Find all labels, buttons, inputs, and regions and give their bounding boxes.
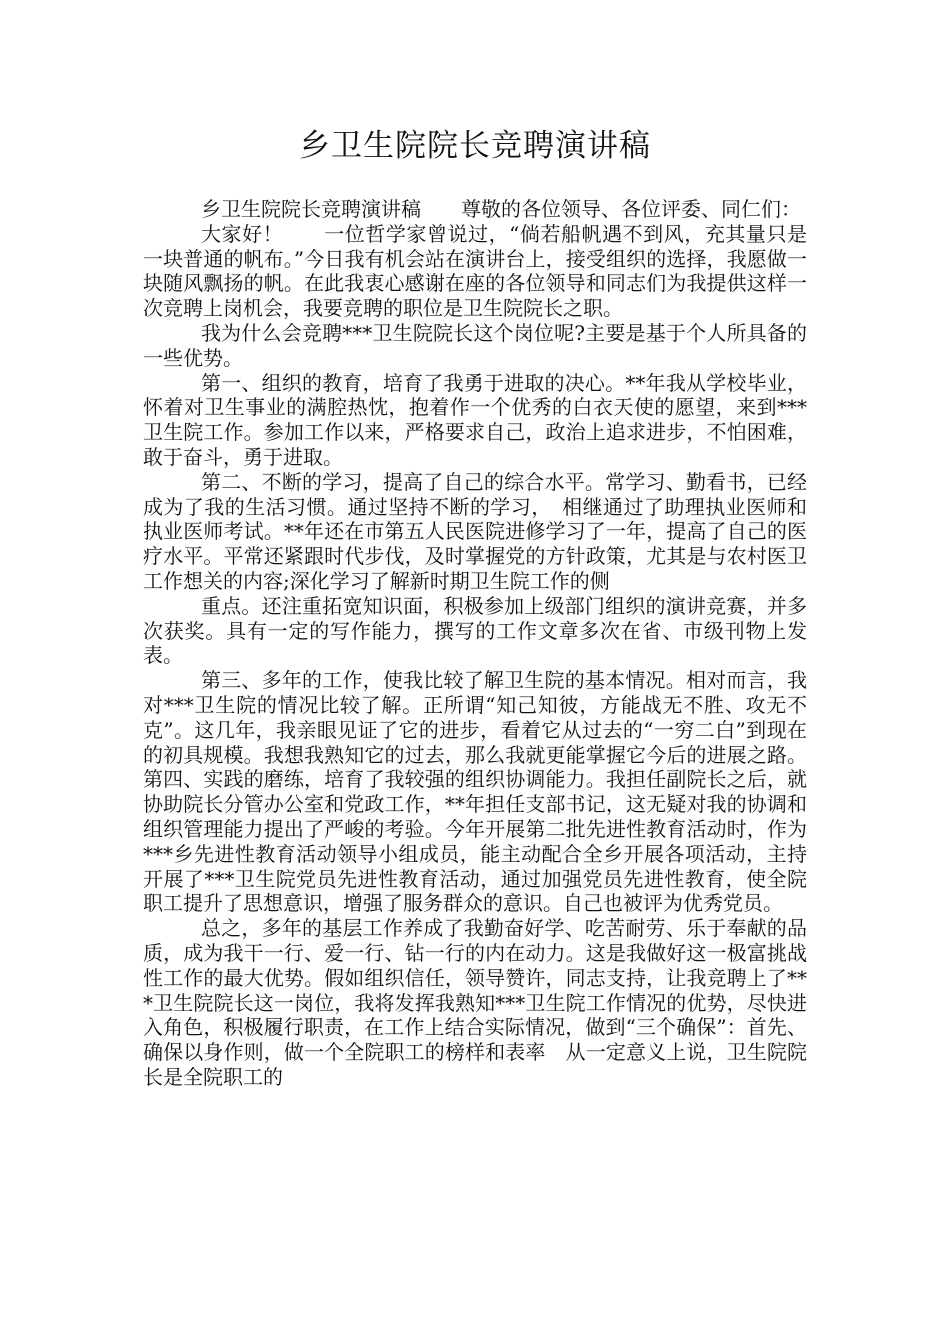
paragraph-point-one: 第一、组织的教育，培育了我勇于进取的决心。**年我从学校毕业，怀着对卫生事业的满腔热忱，抱着作一个优秀的白衣天使的愿望，来到***卫生院工作。参加工作以来，严格要求自己，政治上追求进步，不怕困难，敢于奋斗，勇于进取。 xyxy=(143,370,807,469)
paragraph-greeting: 大家好！ 一位哲学家曾说过，“倘若船帆遇不到风，充其量只是一块普通的帆布。”今日我有机会站在演讲台上，接受组织的选择，我愿做一块随风飘扬的帆。在此我衷心感谢在座的各位领导和同志们为我提供这样一次竞聘上岗机会，我要竞聘的职位是卫生院院长之职。 xyxy=(143,221,807,321)
paragraph-point-two: 第二、不断的学习，提高了自己的综合水平。常学习、勤看书，已经成为了我的生活习惯。通过坚持不断的学习， 相继通过了助理执业医师和执业医师考试。**年还在市第五人民医院进修学习了一年，提高了自己的医疗水平。平常还紧跟时代步伐，及时掌握党的方针政策，尤其是与农村医卫工作想关的内容;深化学习了解新时期卫生院工作的侧 xyxy=(143,469,807,593)
paragraph-point-three-four: 第三、多年的工作，使我比较了解卫生院的基本情况。相对而言，我对***卫生院的情况比较了解。正所谓“知己知彼，方能战无不胜、攻无不克”。这几年，我亲眼见证了它的进步，看着它从过去的“一穷二白”到现在的初具规模。我想我熟知它的过去，那么我就更能掌握它今后的进展之路。第四、实践的磨练，培育了我较强的组织协调能力。我担任副院长之后，就协助院长分管办公室和党政工作，**年担任支部书记，这无疑对我的协调和组织管理能力提出了严峻的考验。今年开展第二批先进性教育活动时，作为***乡先进性教育活动领导小组成员，能主动配合全乡开展各项活动，主持开展了***卫生院党员先进性教育活动，通过加强党员先进性教育，使全院职工提升了思想意识，增强了服务群众的意识。自己也被评为优秀党员。 xyxy=(143,668,807,916)
paragraph-reason: 我为什么会竞聘***卫生院院长这个岗位呢?主要是基于个人所具备的一些优势。 xyxy=(143,320,807,370)
paragraph-summary: 总之，多年的基层工作养成了我勤奋好学、吃苦耐劳、乐于奉献的品质，成为我干一行、爱一行、钻一行的内在动力。这是我做好这一极富挑战性工作的最大优势。假如组织信任，领导赞许，同志支持，让我竞聘上了***卫生院院长这一岗位，我将发挥我熟知***卫生院工作情况的优势，尽快进入角色，积极履行职责，在工作上结合实际情况，做到“三个确保”：首先、确保以身作则，做一个全院职工的榜样和表率 从一定意义上说，卫生院院长是全院职工的 xyxy=(143,916,807,1089)
document-body xyxy=(143,197,807,1090)
document-title: 乡卫生院院长竞聘演讲稿 xyxy=(299,128,651,164)
paragraph-point-two-continued: 重点。还注重拓宽知识面，积极参加上级部门组织的演讲竞赛，并多次获奖。具有一定的写作能力，撰写的工作文章多次在省、市级刊物上发表。 xyxy=(143,593,807,668)
paragraph-salutation: 乡卫生院院长竞聘演讲稿 尊敬的各位领导、各位评委、同仁们： xyxy=(201,197,801,221)
